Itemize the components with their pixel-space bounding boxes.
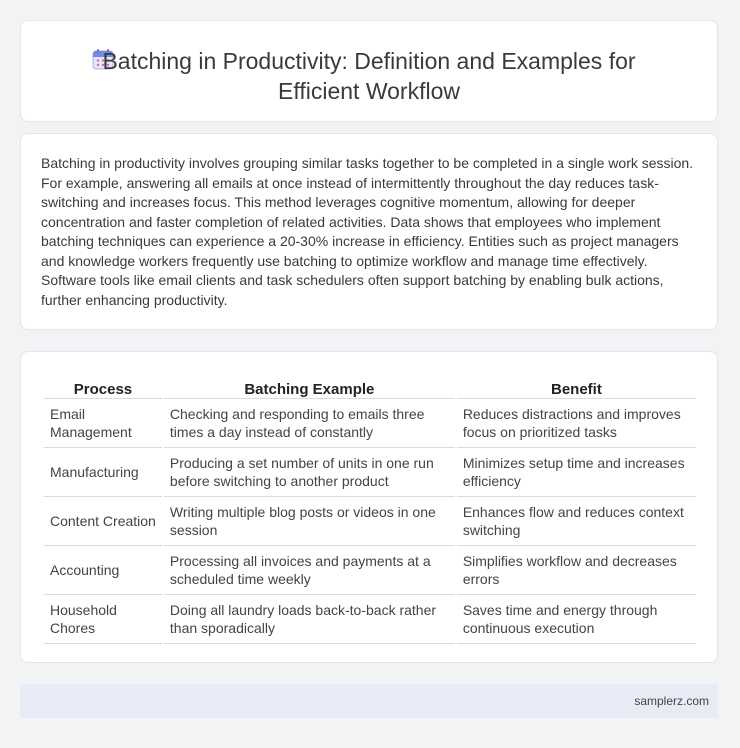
cell-benefit: Minimizes setup time and increases efficiency — [457, 448, 696, 497]
summary-card — [20, 133, 718, 330]
header-benefit: Benefit — [457, 372, 696, 399]
cell-example: Checking and responding to emails three times a day instead of constantly — [164, 399, 455, 448]
header-process: Process — [44, 372, 162, 399]
table-row — [44, 595, 696, 644]
cell-example: Writing multiple blog posts or videos in one session — [164, 497, 455, 546]
table-row — [44, 546, 696, 595]
table-row — [44, 399, 696, 448]
cell-process: Accounting — [44, 546, 162, 595]
page-title: Batching in Productivity: Definition and Examples for Efficient Workflow — [102, 48, 636, 104]
cell-process: Content Creation — [44, 497, 162, 546]
table-row — [44, 497, 696, 546]
cell-process: Household Chores — [44, 595, 162, 644]
summary-text: Batching in productivity involves grouping similar tasks together to be completed in a single work session. For example, answering all emails at once instead of intermittently throughout the day reduces task-switching and increases focus. This method leverages cognitive momentum, allowing for deeper concentration and faster completion of related activities. Data shows that employees who implement batching techniques can experience a 20-30% increase in efficiency. Entities such as project managers and knowledge workers frequently use batching to optimize workflow and manage time effectively. Software tools like email clients and task schedulers often support batching by enabling bulk actions, further enhancing productivity. — [41, 155, 694, 308]
table-header-row — [44, 372, 696, 399]
title-card — [20, 20, 718, 122]
footer-site-link[interactable]: samplerz.com — [634, 694, 709, 708]
header-batching-example: Batching Example — [164, 372, 455, 399]
cell-example: Producing a set number of units in one run before switching to another product — [164, 448, 455, 497]
cell-example: Processing all invoices and payments at a scheduled time weekly — [164, 546, 455, 595]
cell-benefit: Reduces distractions and improves focus on prioritized tasks — [457, 399, 696, 448]
cell-example: Doing all laundry loads back-to-back rather than sporadically — [164, 595, 455, 644]
cell-process: Manufacturing — [44, 448, 162, 497]
table-card — [20, 351, 718, 663]
cell-benefit: Saves time and energy through continuous execution — [457, 595, 696, 644]
footer-bar — [20, 684, 718, 718]
cell-benefit: Enhances flow and reduces context switching — [457, 497, 696, 546]
comparison-table — [42, 372, 698, 644]
cell-benefit: Simplifies workflow and decreases errors — [457, 546, 696, 595]
cell-process: Email Management — [44, 399, 162, 448]
table-row — [44, 448, 696, 497]
